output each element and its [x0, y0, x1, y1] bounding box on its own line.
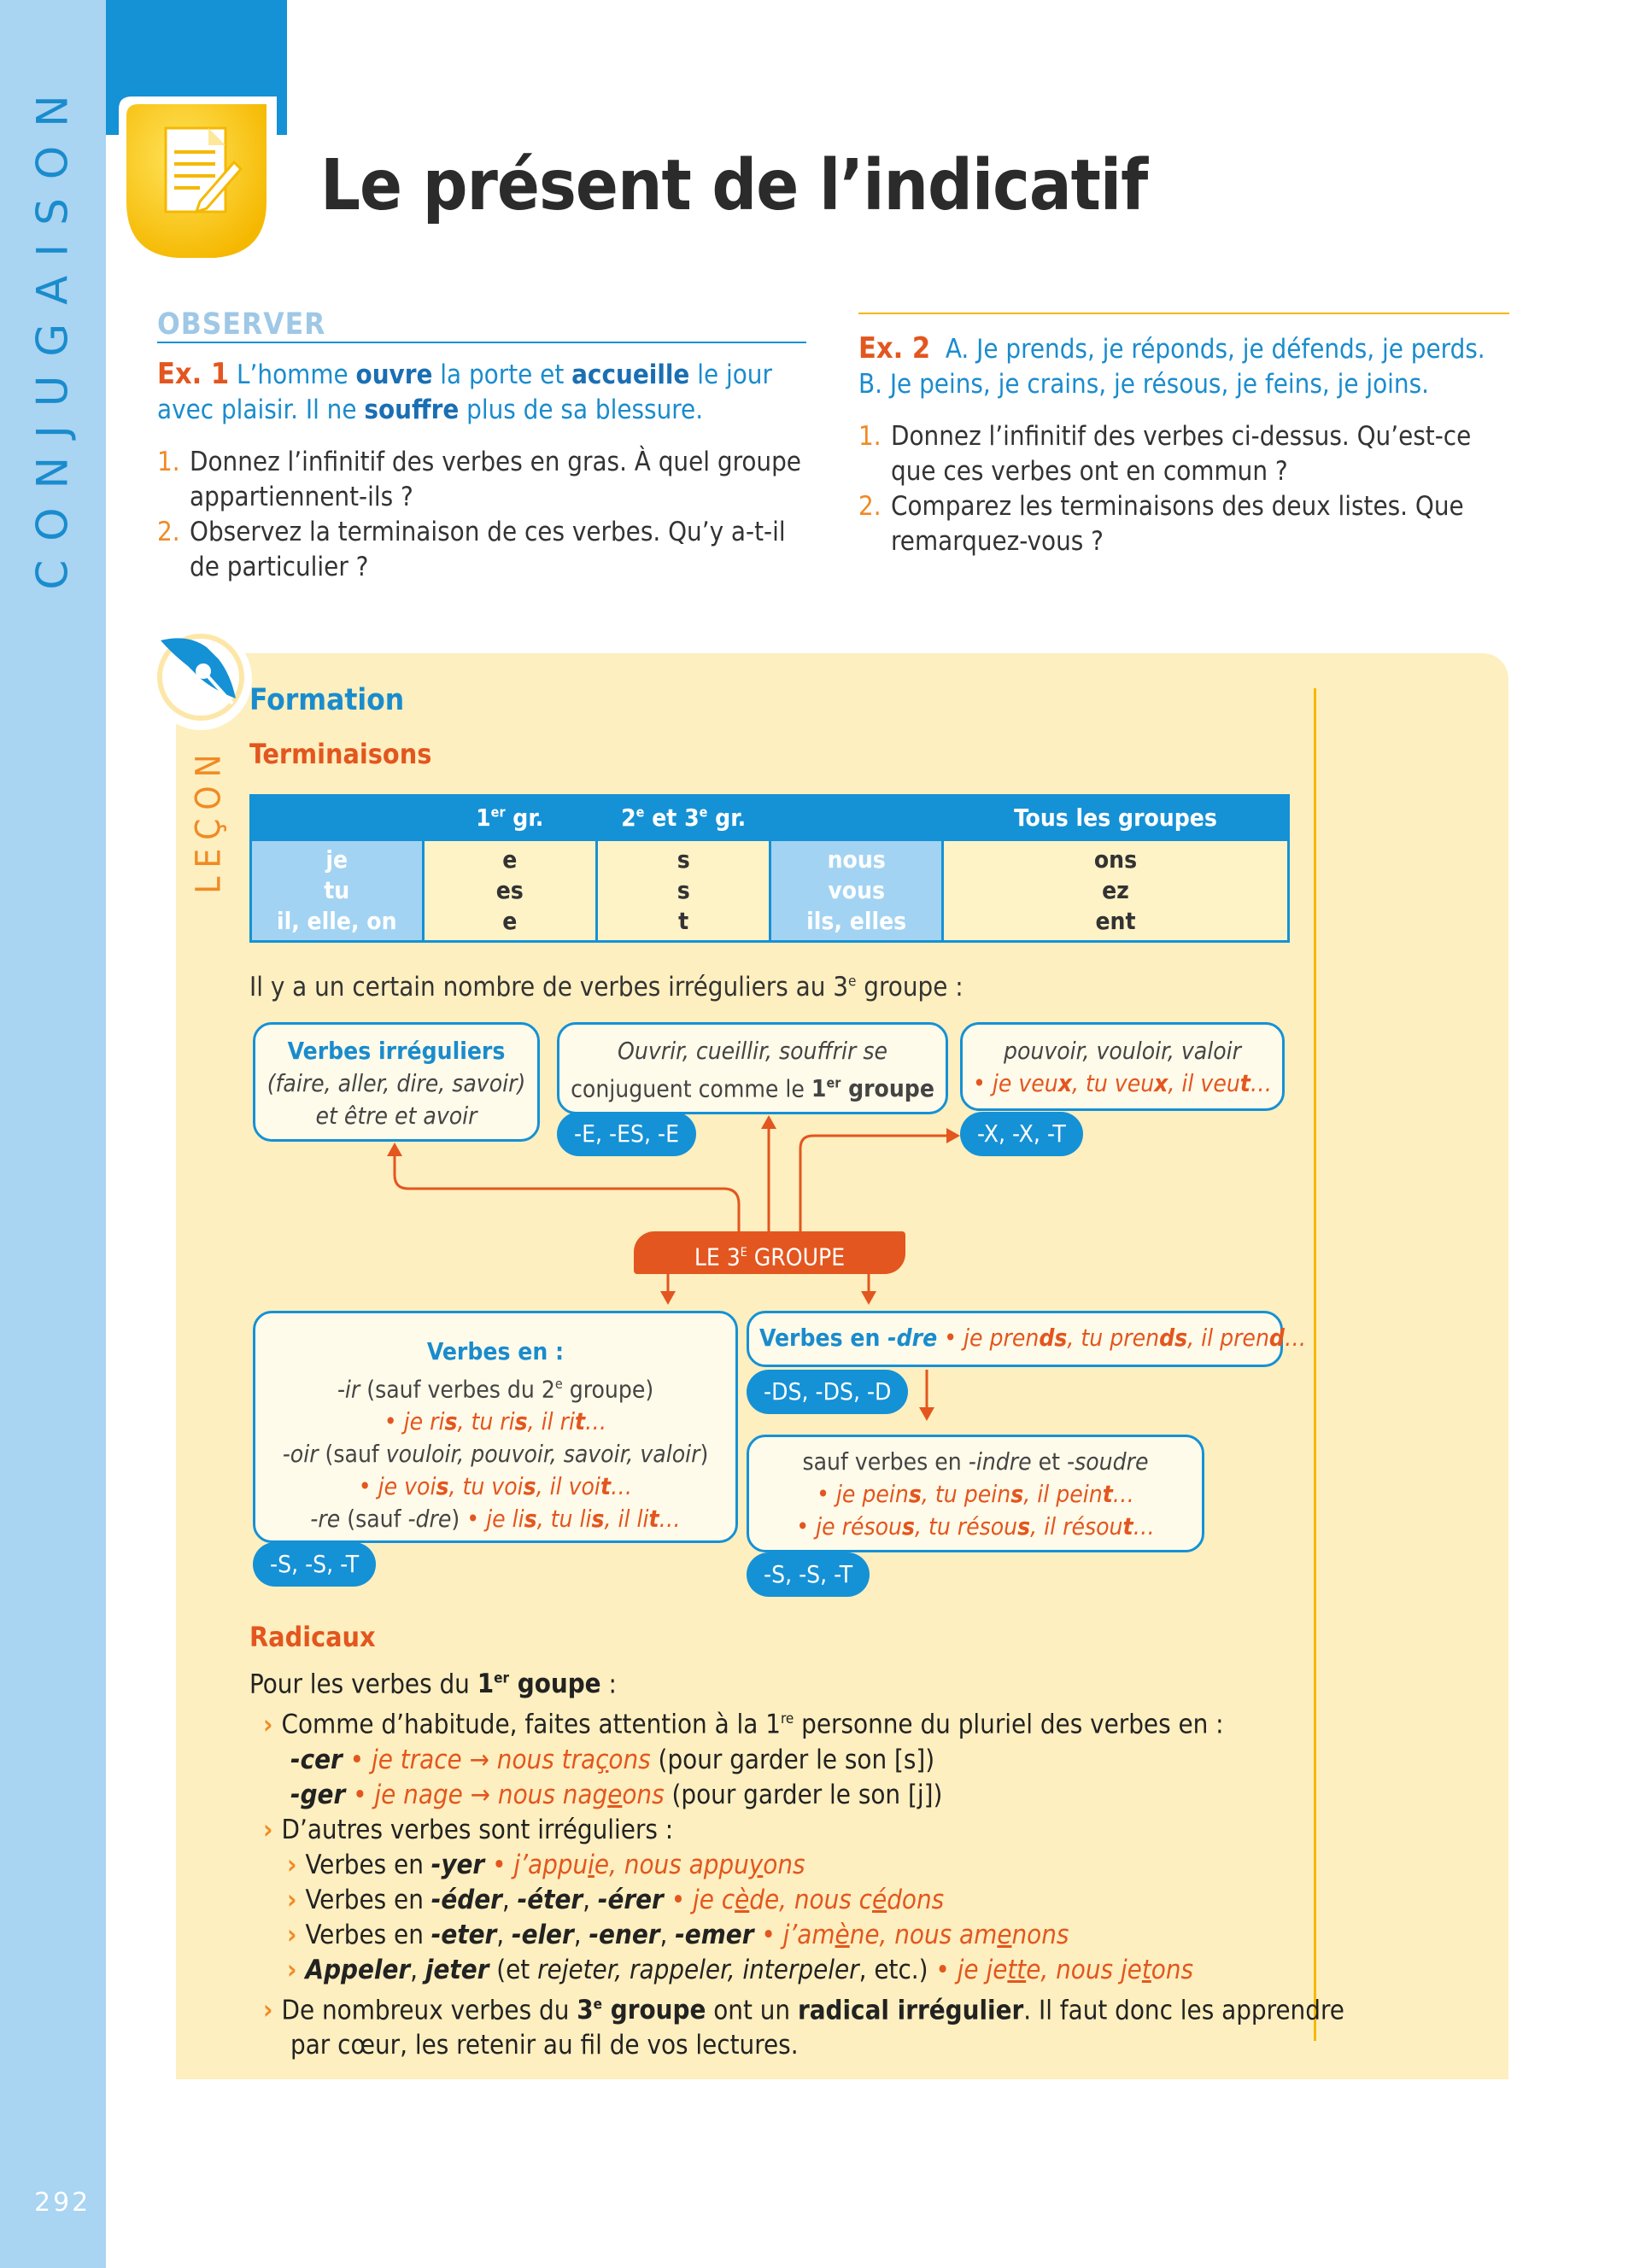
ouvrir-ending-pill: -E, -ES, -E: [557, 1112, 696, 1156]
formation-title: Formation: [249, 683, 405, 717]
table-header-cell: Tous les groupes: [942, 796, 1288, 840]
radicaux-line: › Appeler, jeter (et rejeter, rappeler, interpeler, etc.) • je jette, nous jetons: [287, 1954, 1194, 1985]
radicaux-line: -cer • je trace → nous traçons (pour garder le son [s]): [290, 1744, 935, 1775]
page-number: 292: [34, 2188, 91, 2218]
table-header-cell: 1er gr.: [423, 796, 596, 840]
radicaux-line: › De nombreux verbes du 3e groupe ont un radical irrégulier. Il faut donc les apprendre: [263, 1994, 1344, 2025]
irregular-verbs-box: Verbes irréguliers (faire, aller, dire, savoir) et être et avoir: [253, 1022, 540, 1142]
lesson-label: LEÇON: [190, 745, 229, 894]
radicaux-intro: Pour les verbes du 1er goupe :: [249, 1669, 617, 1700]
radicaux-line: › Verbes en -yer • j’appuie, nous appuyons: [287, 1849, 805, 1880]
radicaux-line: -ger • je nage → nous nageons (pour garder le son [j]): [290, 1779, 943, 1810]
question-item: 2. Observez la terminaison de ces verbes. Qu’y a-t-il de particulier ?: [157, 517, 786, 582]
exercise-2-text: Ex. 2 A. Je prends, je réponds, je défends, je perds. B. Je peins, je crains, je résous, je feins, je joins.: [858, 331, 1485, 400]
table-header-cell: 2e et 3e gr.: [596, 796, 770, 840]
third-group-label: LE $3^E$ GROUPE: [634, 1231, 905, 1274]
pouvoir-ending-pill: -X, -X, -T: [960, 1112, 1083, 1156]
radicaux-line: › Comme d’habitude, faites attention à la 1re personne du pluriel des verbes en :: [263, 1709, 1224, 1740]
table-cell-pronouns-plural: nous vous ils, elles: [770, 840, 943, 942]
ouvrir-box: Ouvrir, cueillir, souffrir se conjuguent comme le 1er groupe: [557, 1022, 948, 1114]
radicaux-line: › Verbes en -eter, -eler, -ener, -emer • j’amène, nous amenons: [287, 1919, 1069, 1950]
question-item: 1. Donnez l’infinitif des verbes ci-dessus. Qu’est-ce que ces verbes ont en commun ?: [858, 421, 1472, 487]
table-cell-first-group: e es e: [423, 840, 596, 942]
side-section-label: CONJUGAISON: [28, 76, 78, 590]
indre-verbs-box: sauf verbes en -indre et -soudre • je peins, tu peins, il peint… • je résous, tu résous, il résout…: [747, 1435, 1204, 1552]
table-cell-pronouns-singular: je tu il, elle, on: [251, 840, 424, 942]
table-cell-all-groups: ons ez ent: [942, 840, 1288, 942]
dre-ending-pill: -DS, -DS, -D: [747, 1370, 908, 1414]
radicaux-content: [249, 1662, 1344, 2063]
question-item: 1. Donnez l’infinitif des verbes en gras. À quel groupe appartiennent-ils ?: [157, 447, 801, 512]
verbs-ending-box: Verbes en : -ir (sauf verbes du 2e groupe) • je ris, tu ris, il rit… -oir (sauf vouloir, pouvoir, savoir, valoir) • je vois, tu vois, il voit… -re (sauf -dre) • je lis, tu lis, il lit…: [253, 1311, 738, 1543]
radicaux-line: par cœur, les retenir au fil de vos lectures.: [290, 2029, 799, 2060]
radicaux-title: Radicaux: [249, 1621, 376, 1653]
page-title: Le présent de l’indicatif: [320, 145, 1148, 226]
pouvoir-box: pouvoir, vouloir, valoir • je veux, tu veux, il veut…: [960, 1022, 1285, 1111]
verbs-ending-pill: -S, -S, -T: [253, 1542, 376, 1587]
table-cell-second-third-group: s s t: [596, 840, 770, 942]
observer-label: OBSERVER: [157, 307, 326, 342]
exercise-1-text: Ex. 1 L’homme ouvre la porte et accueille le jour avec plaisir. Il ne souffre plus de sa blessure.: [157, 357, 772, 425]
indre-ending-pill: -S, -S, -T: [747, 1552, 870, 1597]
radicaux-line: › Verbes en -éder, -éter, -érer • je cède, nous cédons: [287, 1884, 945, 1915]
terminaisons-title: Terminaisons: [249, 738, 432, 770]
dre-verbs-box: Verbes en -dre • je prends, tu prends, il prend…: [747, 1311, 1283, 1367]
question-item: 2. Comparez les terminaisons des deux listes. Que remarquez-vous ?: [858, 491, 1464, 557]
exercise-1-number: Ex. 1: [157, 357, 230, 391]
irregular-intro: Il y a un certain nombre de verbes irréguliers au 3e groupe :: [249, 972, 964, 1002]
radicaux-line: › D’autres verbes sont irréguliers :: [263, 1814, 674, 1845]
